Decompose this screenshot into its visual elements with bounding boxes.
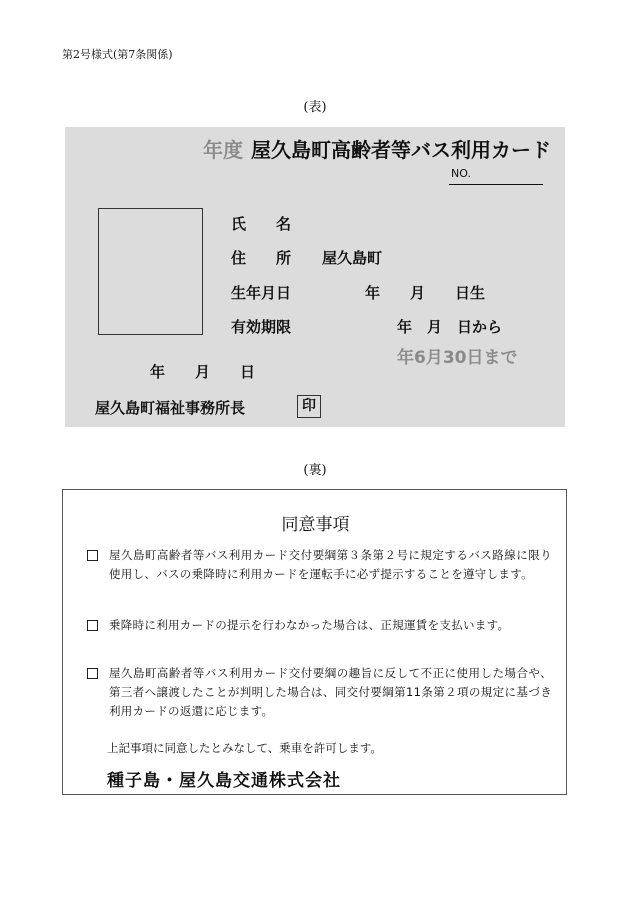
- consent-title: 同意事項: [281, 515, 350, 535]
- back-side-label: (裏): [303, 463, 327, 478]
- photo-box: [98, 208, 203, 335]
- issue-date: 年 月 日: [150, 363, 256, 381]
- card-number-line: [449, 184, 543, 185]
- consent-clause: [87, 664, 552, 721]
- company-name: 種子島・屋久島交通株式会社: [107, 771, 341, 791]
- name-label: 氏 名: [231, 215, 292, 233]
- card-number-label: NO.: [451, 167, 471, 180]
- back-card: [62, 489, 567, 795]
- address-label: 住 所: [231, 249, 292, 267]
- checkbox-icon: [87, 620, 98, 631]
- validity-until: 年6月30日まで: [397, 348, 518, 368]
- clause-text: 屋久島町高齢者等バス利用カード交付要綱の趣旨に反して不正に使用した場合や、第三者へ譲渡したことが判明した場合は、同交付要綱第11条第２項の規定に基づき利用カードの返還に応じます。: [109, 666, 552, 718]
- consent-clause: [87, 546, 552, 584]
- card-title: [203, 134, 551, 163]
- validity-label: 有効期限: [231, 318, 292, 336]
- form-number: 第2号様式(第7条関係): [62, 48, 173, 61]
- address-value: 屋久島町: [322, 249, 383, 267]
- card-title-text: 屋久島町高齢者等バス利用カード: [251, 138, 551, 162]
- fiscal-year-label: 年度: [203, 138, 243, 162]
- approval-statement: 上記事項に同意したとみなして、乗車を許可します。: [107, 741, 382, 755]
- issuer-name: 屋久島町福祉事務所長: [95, 399, 246, 417]
- checkbox-icon: [87, 668, 98, 679]
- front-card: [65, 127, 565, 427]
- birth-date-value: 年 月 日生: [365, 284, 486, 302]
- front-side-label: (表): [303, 100, 327, 115]
- consent-clause: [87, 616, 552, 635]
- checkbox-icon: [87, 550, 98, 561]
- birth-date-label: 生年月日: [231, 284, 292, 302]
- clause-text: 屋久島町高齢者等バス利用カード交付要綱第３条第２号に規定するバス路線に限り使用し、バスの乗降時に利用カードを運転手に必ず提示することを遵守します。: [109, 548, 552, 581]
- validity-from: 年 月 日から: [397, 318, 503, 336]
- clause-text: 乗降時に利用カードの提示を行わなかった場合は、正規運賃を支払います。: [109, 618, 510, 632]
- seal-stamp: 印: [297, 395, 321, 418]
